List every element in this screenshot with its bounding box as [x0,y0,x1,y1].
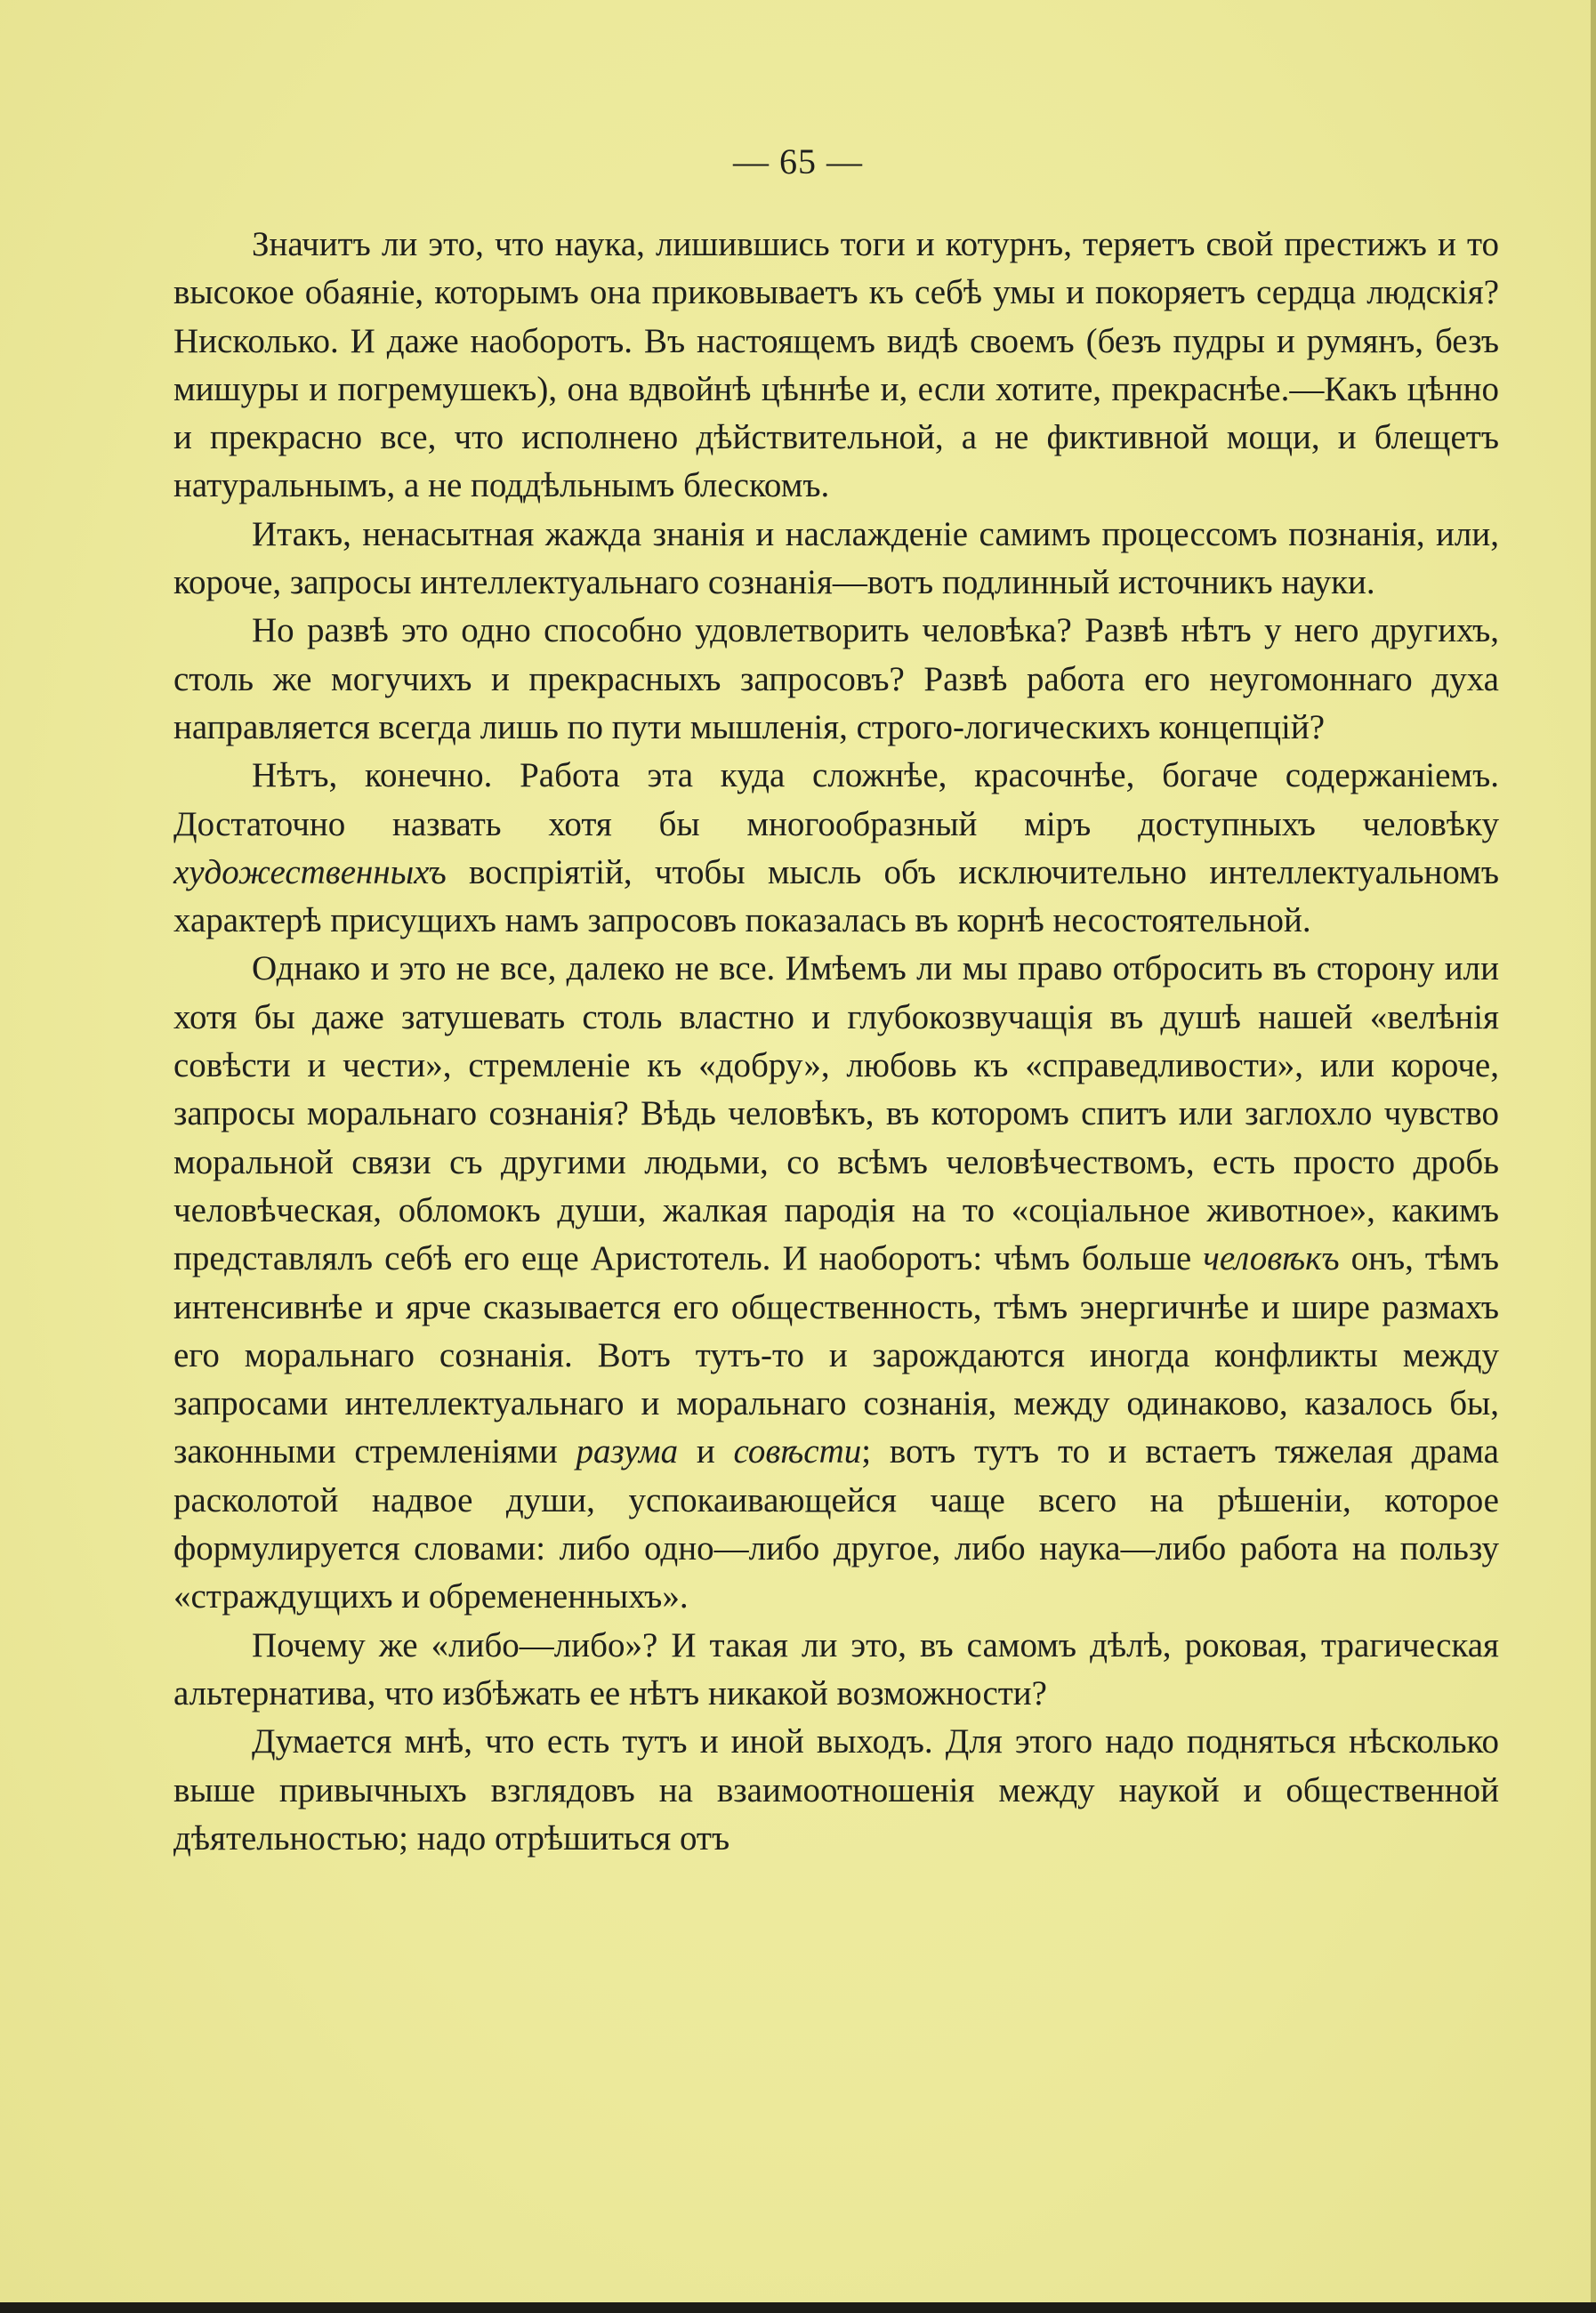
paragraph-2 [173,511,1499,608]
text-run: Итакъ, ненасытная жажда знанія и наслажденіе самимъ процессомъ познанія, или, короче, запросы интеллектуальнаго сознанія—вотъ подлинный источникъ науки. [173,514,1499,602]
paragraph-5 [173,945,1499,1621]
paragraph-6 [173,1622,1499,1719]
text-run: Думается мнѣ, что есть тутъ и иной выходъ. Для этого надо подняться нѣсколько выше привычныхъ взглядовъ на взаимоотношенія между наукой и общественной дѣятельностью; надо отрѣшиться отъ [173,1722,1499,1858]
body-text [173,221,1499,1863]
text-run: Значитъ ли это, что наука, лишившись тоги и котурнъ, теряетъ свой престижъ и то высокое обаяніе, которымъ она приковываетъ къ себѣ умы и покоряетъ сердца людскія? Нисколько. И даже наоборотъ. Въ настоящемъ видѣ своемъ (безъ пудры и румянъ, безъ мишуры и погремушекъ), она вдвойнѣ цѣннѣе и, если хотите, прекраснѣе.—Какъ цѣнно и прекрасно все, что исполнено дѣйствительной, а не фиктивной мощи, и блещетъ натуральнымъ, а не поддѣльнымъ блескомъ. [173,225,1499,505]
text-run: Нѣтъ, конечно. Работа эта куда сложнѣе, красочнѣе, богаче содержаніемъ. Достаточно назвать хотя бы многообразный міръ доступныхъ человѣку [173,756,1499,843]
italic-text-run: совѣсти [733,1432,862,1471]
text-run: ; вотъ тутъ то и встаетъ тяжелая драма расколотой надвое души, успокаивающейся чаще всего на рѣшеніи, которое формулируется словами: либо одно—либо другое, либо наука—либо работа на пользу «страждущихъ и обремененныхъ». [173,1432,1499,1616]
text-run: Но развѣ это одно способно удовлетворить человѣка? Развѣ нѣтъ у него другихъ, столь же могучихъ и прекрасныхъ запросовъ? Развѣ работа его неугомоннаго духа направляется всегда лишь по пути мышленія, строго-логическихъ концепцій? [173,611,1499,746]
scan-bottom-edge [0,2302,1596,2313]
paragraph-3 [173,607,1499,752]
text-run: онъ, тѣмъ интенсивнѣе и ярче сказывается его общественность, тѣмъ энергичнѣе и шире размахъ его моральнаго сознанія. Вотъ тутъ-то и зарождаются иногда конфликты между запросами интеллектуальнаго и моральнаго сознанія, между одинаково, казалось бы, законными стремленіями [173,1239,1499,1471]
text-run: Почему же «либо—либо»? И такая ли это, въ самомъ дѣлѣ, роковая, трагическая альтернатива, что избѣжать ее нѣтъ никакой возможности? [173,1625,1499,1713]
paragraph-1 [173,221,1499,511]
text-run: воспріятій, чтобы мысль объ исключительно интеллектуальномъ характерѣ присущихъ намъ запросовъ показалась въ корнѣ несостоятельной. [173,852,1499,940]
page-number: — 65 — [733,141,863,181]
italic-text-run: человѣкъ [1203,1239,1340,1278]
text-run: Однако и это не все, далеко не все. Имѣемъ ли мы право отбросить въ сторону или хотя бы даже затушевать столь властно и глубокозвучащія въ душѣ нашей «велѣнія совѣсти и чести», стремленіе къ «добру», любовь къ «справедливости», или короче, запросы моральнаго сознанія? Вѣдь человѣкъ, въ которомъ спитъ или заглохло чувство моральной связи съ другими людьми, со всѣмъ человѣчествомъ, есть просто дробь человѣческая, обломокъ души, жалкая пародія на то «соціальное животное», какимъ представлялъ себѣ его еще Аристотель. И наоборотъ: чѣмъ больше [173,949,1499,1278]
paragraph-4 [173,752,1499,945]
italic-text-run: разума [576,1432,679,1471]
italic-text-run: художественныхъ [173,852,447,891]
text-run: и [678,1432,734,1471]
page-edge [1591,0,1596,2313]
paragraph-7 [173,1718,1499,1863]
